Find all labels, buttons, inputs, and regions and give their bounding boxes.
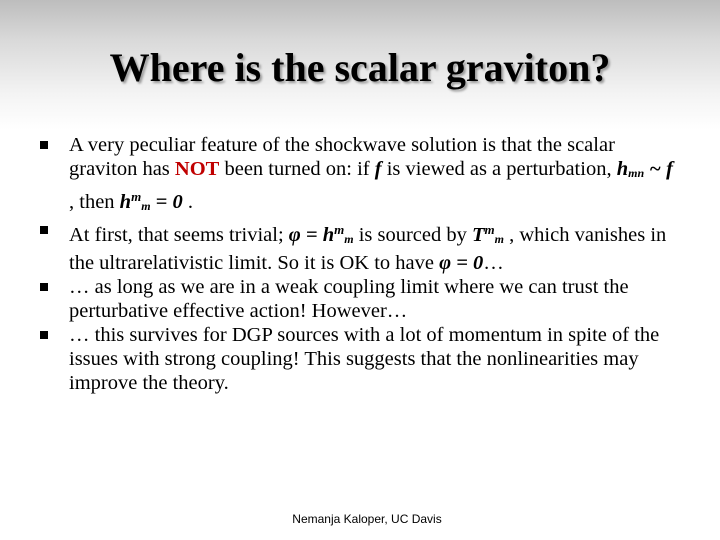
bullet-text: A very peculiar feature of the shockwave solution is that the scalar graviton has NOT been turned on: if f is viewed as a perturbation, hmn ~ f , then $h^mm = 0$ . (69, 134, 673, 213)
slide-title: Where is the scalar graviton? (109, 45, 611, 90)
bullet-item (40, 323, 680, 395)
slide-footer: Nemanja Kaloper, UC Davis (292, 512, 442, 526)
square-bullet-icon (40, 283, 48, 291)
square-bullet-icon (40, 226, 48, 234)
bullet-item (40, 133, 680, 218)
bullet-text: … as long as we are in a weak coupling limit where we can trust the perturbative effective action! However… (69, 276, 629, 322)
bullet-list (40, 133, 680, 395)
bullet-item (40, 218, 680, 275)
bullet-text: … this survives for DGP sources with a lot of momentum in spite of the issues with strong coupling! This suggests that the nonlinearities may improve the theory. (69, 324, 660, 394)
square-bullet-icon (40, 331, 48, 339)
bullet-item (40, 275, 680, 323)
emphasis-not: NOT (174, 158, 220, 180)
bullet-text: At first, that seems trivial; $\varphi = h^mm$ is sourced by $T^mm$ , which vanishes in the ultrarelativistic limit. So it is OK to have φ = 0… (69, 222, 667, 274)
square-bullet-icon (40, 141, 48, 149)
